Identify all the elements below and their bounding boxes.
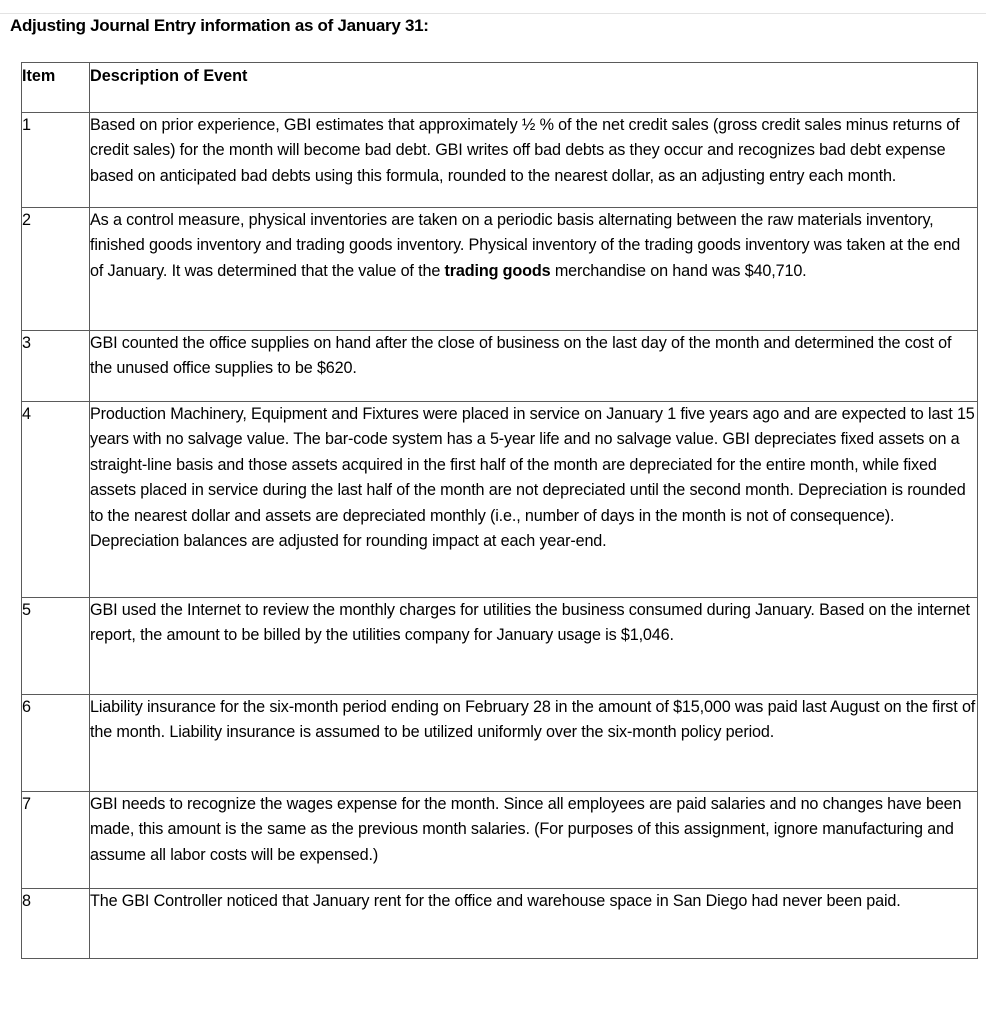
event-description-text-end: merchandise on hand was $40,710. xyxy=(550,261,807,280)
item-number: 6 xyxy=(22,695,90,792)
event-description-text: Based on prior experience, GBI estimates that approximately ½ % of the net credit sales (gross credit sales minus returns of credit sales) for the month will become bad debt. GBI writes off bad debts as they occur and recognizes bad debt expense based on anticipated bad debts using this formula, rounded to the nearest dollar, as an adjusting entry each month. xyxy=(90,116,960,185)
event-description-text-start: As a control measure, physical inventories are taken on a periodic basis alternating between the raw materials inventory, finished goods inventory and trading goods inventory. Physical inventory of the trading goods inventory was taken at the end of January. It was determined that the value of the xyxy=(90,211,961,280)
item-number: 7 xyxy=(22,792,90,889)
event-description xyxy=(90,402,978,598)
page-title: Adjusting Journal Entry information as of January 31: xyxy=(10,16,429,35)
description-column-header: Description of Event xyxy=(90,63,978,113)
event-description xyxy=(90,331,978,402)
table-row xyxy=(22,598,978,695)
item-number: 3 xyxy=(22,331,90,402)
event-description xyxy=(90,792,978,889)
item-number: 1 xyxy=(22,113,90,208)
event-description xyxy=(90,598,978,695)
table-row xyxy=(22,402,978,598)
adjusting-entries-table xyxy=(21,62,978,959)
item-number: 5 xyxy=(22,598,90,695)
event-description-text: Liability insurance for the six-month period ending on February 28 in the amount of $15,000 was paid last August on the first of the month. Liability insurance is assumed to be utilized uniformly over the six-month policy period. xyxy=(90,698,976,742)
table-row xyxy=(22,695,978,792)
table-row xyxy=(22,113,978,208)
event-description-text: GBI needs to recognize the wages expense for the month. Since all employees are paid salaries and no changes have been made, this amount is the same as the previous month salaries. (For purposes of this assignment, ignore manufacturing and assume all labor costs will be expensed.) xyxy=(90,795,962,864)
event-description-text: GBI counted the office supplies on hand after the close of business on the last day of the month and determined the cost of the unused office supplies to be $620. xyxy=(90,334,952,378)
event-description xyxy=(90,695,978,792)
item-column-header: Item xyxy=(22,63,90,113)
item-number: 8 xyxy=(22,889,90,959)
event-description-bold-text: trading goods xyxy=(444,261,551,280)
event-description-text: Production Machinery, Equipment and Fixtures were placed in service on January 1 five years ago and are expected to last 15 years with no salvage value. The bar-code system has a 5-year life and no salvage value. GBI depreciates fixed assets on a straight-line basis and those assets acquired in the first half of the month are depreciated for the entire month, while fixed assets placed in service during the last half of the month are not depreciated until the second month. Depreciation is rounded to the nearest dollar and assets are depreciated monthly (i.e., number of days in the month is not of consequence). Depreciation balances are adjusted for rounding impact at each year-end. xyxy=(90,405,975,551)
event-description-text xyxy=(90,208,977,284)
item-number: 4 xyxy=(22,402,90,598)
event-description xyxy=(90,889,978,959)
event-description xyxy=(90,208,978,331)
table-row xyxy=(22,889,978,959)
table-header-row xyxy=(22,63,978,113)
event-description-text: GBI used the Internet to review the monthly charges for utilities the business consumed during January. Based on the internet report, the amount to be billed by the utilities company for January usage is $1,046. xyxy=(90,601,970,645)
table-row xyxy=(22,792,978,889)
table-row xyxy=(22,331,978,402)
item-number: 2 xyxy=(22,208,90,331)
table-row xyxy=(22,208,978,331)
event-description xyxy=(90,113,978,208)
event-description-text: The GBI Controller noticed that January rent for the office and warehouse space in San Diego had never been paid. xyxy=(90,892,901,910)
